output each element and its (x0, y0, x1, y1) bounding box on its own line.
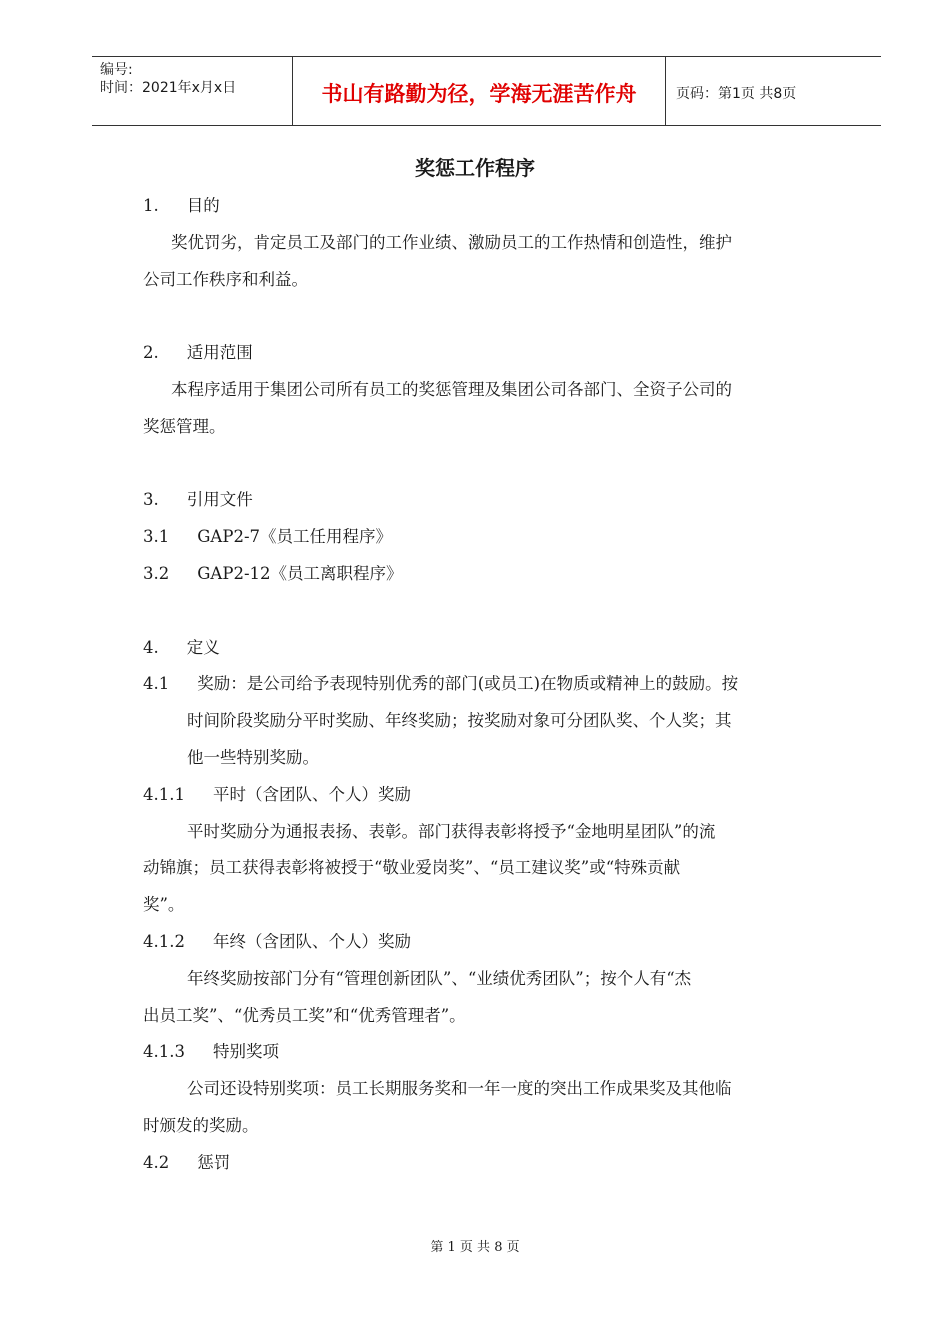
subsection-heading: 4.2 惩罚 (143, 1152, 231, 1172)
number-label: 编号: (100, 62, 133, 78)
reference-item: 3.1 GAP2-7《员工任用程序》 (143, 527, 393, 547)
header-page-info: 页码：第1页 共8页 (676, 86, 797, 102)
paragraph-line: 年终奖励按部门分有“管理创新团队”、“业绩优秀团队”；按个人有“杰 (187, 968, 692, 988)
subsection-line: 4.1 奖励：是公司给予表现特别优秀的部门(或员工)在物质或精神上的鼓励。按 (143, 674, 739, 694)
section-heading: 3. 引用文件 (143, 490, 253, 510)
document-title: 奖惩工作程序 (415, 156, 535, 180)
document-body (143, 188, 843, 1182)
section-heading: 1. 目的 (143, 196, 220, 215)
subsection-heading: 4.1.3 特别奖项 (143, 1042, 279, 1062)
paragraph-line: 时颁发的奖励。 (143, 1115, 259, 1135)
paragraph-line: 时间阶段奖励分平时奖励、年终奖励；按奖励对象可分团队奖、个人奖；其 (187, 711, 732, 731)
page-footer: 第 1 页 共 8 页 (430, 1240, 520, 1255)
paragraph-line: 出员工奖”、“优秀员工奖”和“优秀管理者”。 (143, 1005, 466, 1025)
subsection-heading: 4.1.2 年终（含团队、个人）奖励 (143, 931, 411, 951)
paragraph-line: 他一些特别奖励。 (187, 747, 319, 767)
paragraph-line: 公司工作秩序和利益。 (143, 269, 308, 289)
time-label: 时间：2021年x月x日 (100, 80, 237, 96)
paragraph-line: 动锦旗；员工获得表彰将被授于“敬业爱岗奖”、“员工建议奖”或“特殊贡献 (143, 858, 681, 878)
header-meta (92, 57, 293, 125)
page-header (92, 56, 881, 126)
subsection-heading: 4.1.1 平时（含团队、个人）奖励 (143, 784, 411, 804)
paragraph-line: 奖”。 (143, 895, 185, 915)
paragraph-line: 奖优罚劣，肯定员工及部门的工作业绩、激励员工的工作热情和创造性，维护 (171, 232, 732, 252)
reference-item: 3.2 GAP2-12《员工离职程序》 (143, 563, 403, 583)
header-motto: 书山有路勤为径，学海无涯苦作舟 (293, 57, 666, 125)
paragraph-line: 本程序适用于集团公司所有员工的奖惩管理及集团公司各部门、全资子公司的 (171, 379, 732, 399)
section-heading: 2. 适用范围 (143, 343, 253, 363)
paragraph-line: 公司还设特别奖项：员工长期服务奖和一年一度的突出工作成果奖及其他临 (187, 1079, 732, 1099)
section-heading: 4. 定义 (143, 637, 220, 657)
paragraph-line: 奖惩管理。 (143, 416, 226, 436)
paragraph-line: 平时奖励分为通报表扬、表彰。部门获得表彰将授予“金地明星团队”的流 (187, 821, 716, 841)
